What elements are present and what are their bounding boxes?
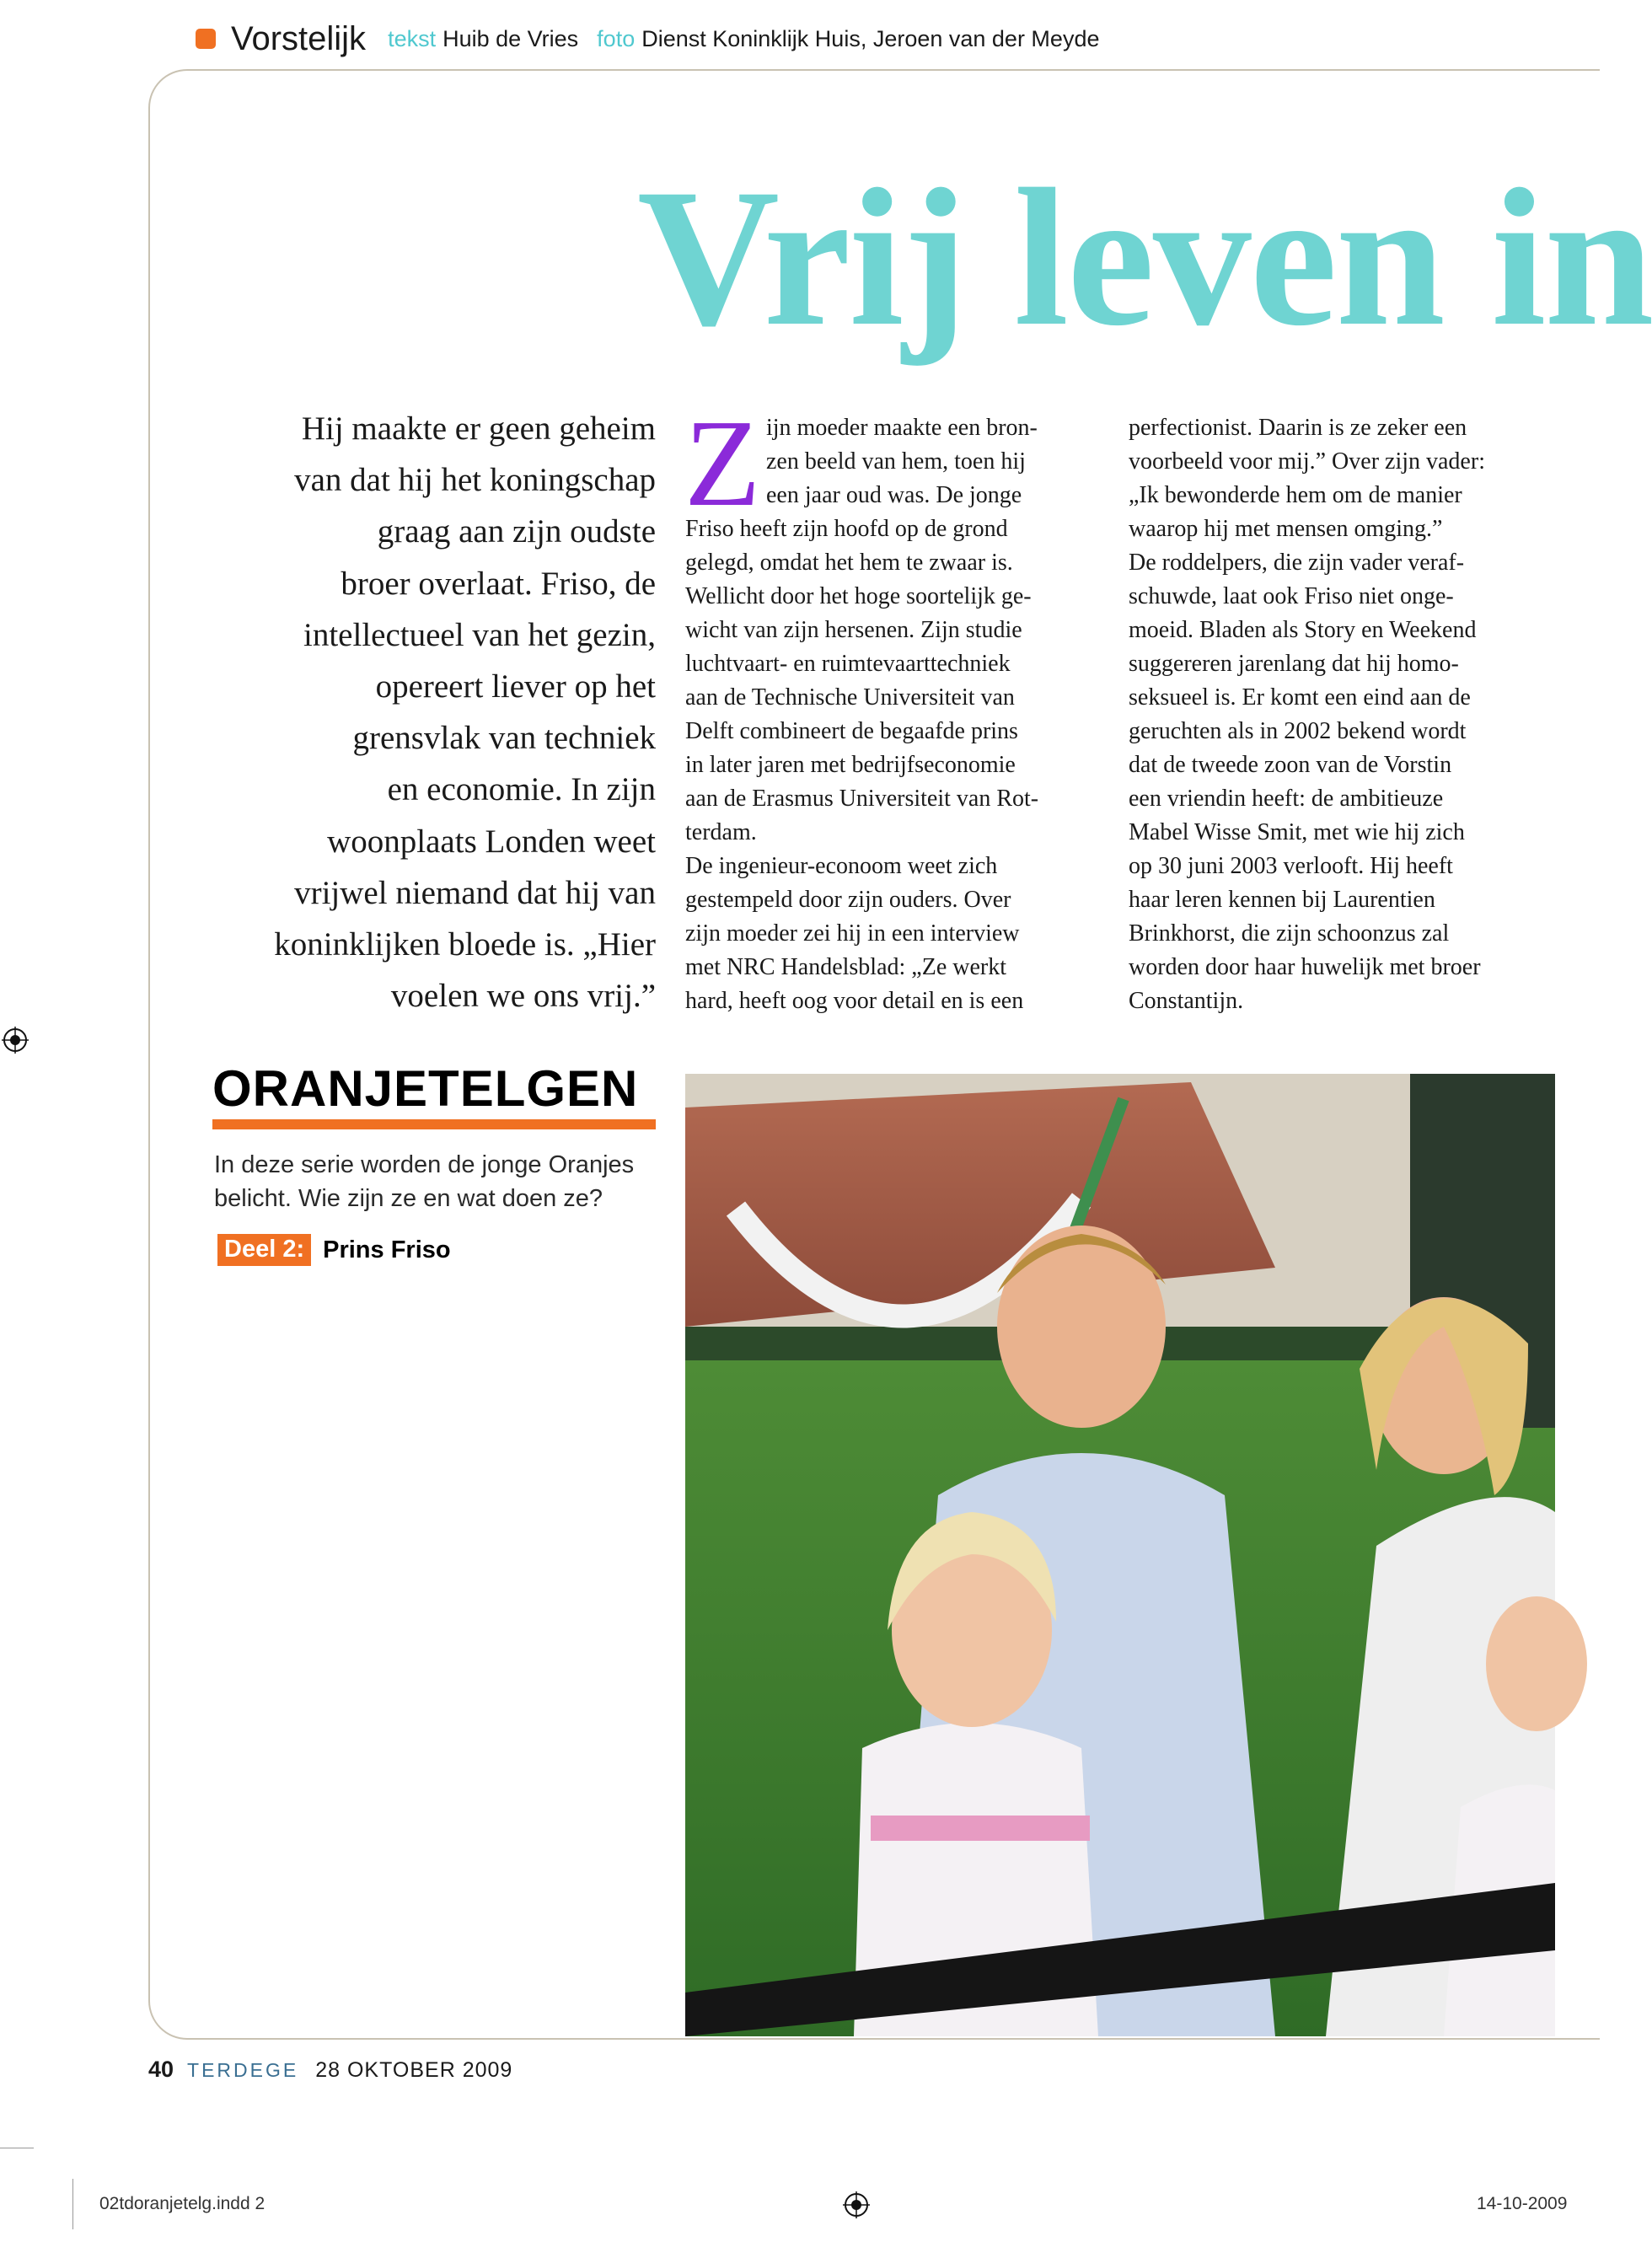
section-header (196, 19, 1118, 59)
body-column-middle (685, 411, 1090, 1018)
body-line: gelegd, omdat het hem te zwaar is. (685, 550, 1013, 576)
registration-mark-icon (843, 2191, 870, 2218)
body-line: aan de Erasmus Universiteit van Rot- (685, 786, 1039, 812)
magazine-name: TERDEGE (187, 2059, 299, 2081)
page-number: 40 (148, 2057, 174, 2082)
body-line: haar leren kennen bij Laurentien (1129, 887, 1435, 913)
series-description (214, 1148, 669, 1215)
folio (148, 2057, 512, 2083)
body-line: De ingenieur-econoom weet zich (685, 853, 998, 879)
series-description-line: In deze serie worden de jonge Oranjes (214, 1151, 635, 1178)
body-line: schuwde, laat ook Friso niet onge- (1129, 583, 1454, 609)
body-line: suggereren jarenlang dat hij homo- (1129, 651, 1459, 677)
intro-line: broer overlaat. Friso, de (341, 565, 656, 602)
body-line: wicht van zijn hersenen. Zijn studie (685, 617, 1022, 643)
intro-line: woonplaats Londen weet (327, 823, 656, 860)
body-line: terdam. (685, 819, 757, 845)
series-part (217, 1234, 451, 1266)
registration-mark-icon (2, 1027, 29, 1054)
body-line: perfectionist. Daarin is ze zeker een (1129, 415, 1467, 441)
body-line: Constantijn. (1129, 988, 1244, 1014)
body-line: Wellicht door het hoge soortelijk ge- (685, 583, 1032, 609)
body-line: „Ik bewonderde hem om de manier (1129, 482, 1462, 508)
body-line: op 30 juni 2003 verlooft. Hij heeft (1129, 853, 1453, 879)
body-line: hard, heeft oog voor detail en is een (685, 988, 1024, 1014)
series-title: ORANJETELGEN (212, 1060, 639, 1117)
body-line: gestempeld door zijn ouders. Over (685, 887, 1011, 913)
series-part-name: Prins Friso (323, 1236, 451, 1263)
family-photo-illustration (685, 1074, 1555, 2036)
intro-line: intellectueel van het gezin, (303, 616, 656, 653)
series-description-line: belicht. Wie zijn ze en wat doen ze? (214, 1185, 603, 1212)
issue-date: 28 OKTOBER 2009 (315, 2058, 513, 2082)
body-line: Delft combineert de begaafde prins (685, 718, 1018, 744)
body-line: waarop hij met mensen omging.” (1129, 516, 1443, 542)
body-line: zijn moeder zei hij in een interview (685, 920, 1020, 947)
intro-line: voelen we ons vrij.” (390, 978, 656, 1015)
intro-line: en economie. In zijn (387, 771, 656, 808)
body-line: luchtvaart- en ruimtevaarttechniek (685, 651, 1011, 677)
body-line: ijn moeder maakte een bron- (766, 415, 1038, 441)
intro-line: Hij maakte er geen geheim (301, 410, 656, 447)
slug-filename: 02tdoranjetelg.indd 2 (99, 2194, 266, 2213)
intro-line: graag aan zijn oudste (377, 513, 656, 550)
body-line: geruchten als in 2002 bekend wordt (1129, 718, 1467, 744)
intro-line: opereert liever op het (375, 668, 656, 705)
body-line: Mabel Wisse Smit, met wie hij zich (1129, 819, 1465, 845)
headline: Vrij leven in (637, 148, 1652, 367)
crop-mark (72, 2179, 73, 2229)
body-line: voorbeeld voor mij.” Over zijn vader: (1129, 448, 1485, 475)
drop-cap: Z (684, 394, 761, 533)
series-title-underline (212, 1119, 656, 1129)
body-line: Friso heeft zijn hoofd op de grond (685, 516, 1008, 542)
section-marker-square (196, 29, 216, 49)
body-line: met NRC Handelsblad: „Ze werkt (685, 954, 1007, 980)
photo-credit-label: foto (597, 25, 636, 51)
body-line: een jaar oud was. De jonge (766, 482, 1022, 508)
body-line: Brinkhorst, die zijn schoonzus zal (1129, 920, 1450, 947)
photo-credit-value: Dienst Koninklijk Huis, Jeroen van der Meyde (641, 25, 1100, 51)
body-line: worden door haar huwelijk met broer (1129, 954, 1481, 980)
family-photo (685, 1074, 1555, 2036)
body-line: dat de tweede zoon van de Vorstin (1129, 752, 1452, 778)
text-credit-author: Huib de Vries (442, 25, 579, 51)
text-credit-label: tekst (388, 25, 437, 51)
body-column-right (1129, 411, 1567, 1018)
intro-line: grensvlak van techniek (352, 720, 656, 757)
body-line: seksueel is. Er komt een eind aan de (1129, 684, 1471, 711)
body-line: moeid. Bladen als Story en Weekend (1129, 617, 1477, 643)
intro-line: koninklijken bloede is. „Hier (274, 926, 656, 963)
body-line: aan de Technische Universiteit van (685, 684, 1015, 711)
intro-line: vrijwel niemand dat hij van (294, 874, 656, 911)
body-line: in later jaren met bedrijfseconomie (685, 752, 1016, 778)
body-line: De roddelpers, die zijn vader veraf- (1129, 550, 1465, 576)
slug-timestamp: 14-10-2009 (1477, 2194, 1568, 2213)
section-name: Vorstelijk (231, 19, 367, 57)
body-line: zen beeld van hem, toen hij (766, 448, 1026, 475)
intro-paragraph (221, 403, 656, 1022)
series-part-badge: Deel 2: (217, 1234, 311, 1266)
body-line: een vriendin heeft: de ambitieuze (1129, 786, 1444, 812)
intro-line: van dat hij het koningschap (294, 462, 656, 499)
